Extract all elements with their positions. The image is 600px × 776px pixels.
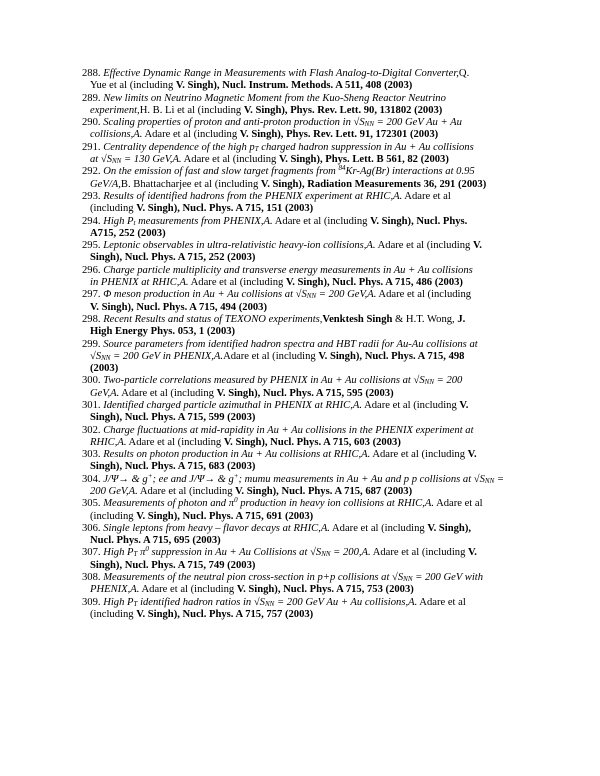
reference-text: J/Ψ→ & g <box>103 473 148 485</box>
reference-text: Adare et al (including <box>119 387 217 399</box>
reference-text: experiment, <box>90 104 140 116</box>
reference-text: = 200 <box>434 375 463 387</box>
reference-item <box>82 314 568 338</box>
reference-number: 290. <box>82 117 101 129</box>
reference-text: charged hadron suppression in Au + Au collisions <box>258 141 474 153</box>
reference-line <box>82 363 568 375</box>
reference-text: π <box>140 547 146 559</box>
reference-text: 200 GeV,A. <box>90 485 138 497</box>
reference-text: PHENIX,A. <box>90 584 140 596</box>
reference-text: Adare et al (including <box>370 449 468 461</box>
reference-line <box>82 277 568 289</box>
reference-line <box>82 179 568 191</box>
reference-item <box>82 289 568 313</box>
reference-number: 302. <box>82 424 101 436</box>
reference-line <box>82 425 568 437</box>
reference-text: + <box>233 471 239 480</box>
reference-text: √S <box>413 375 425 387</box>
reference-text: Results of identified hadrons from the PHENIX experiment at RHIC,A. <box>103 190 403 202</box>
reference-line <box>82 191 568 203</box>
reference-text: Adare et al (including <box>126 436 224 448</box>
reference-line <box>82 609 568 621</box>
reference-text: Yue et al (including <box>90 80 176 92</box>
reference-text: Kr-Ag(Br) interactions at 0.95 <box>345 166 475 178</box>
reference-line <box>82 265 568 277</box>
reference-line <box>82 289 568 301</box>
reference-text: Singh), Nucl. Phys. A 715, 252 (2003) <box>90 252 256 264</box>
reference-text: V. <box>467 449 477 461</box>
reference-line <box>82 486 568 498</box>
reference-text: NN <box>484 476 495 485</box>
reference-text: Leptonic observables in ultra-relativistic heavy-ion collisions,A. <box>103 240 376 252</box>
reference-line <box>82 498 568 510</box>
reference-line <box>82 166 568 178</box>
reference-text: π <box>228 498 235 510</box>
reference-number: 288. <box>82 68 101 79</box>
reference-text: Charge fluctuations at mid-rapidity in Au + Au collisions in the PHENIX experiment at <box>103 424 474 436</box>
reference-text: V. Singh), Nucl. Phys. A 715, 753 (2003) <box>236 584 414 596</box>
reference-text: NN <box>101 353 111 362</box>
reference-item <box>82 339 568 376</box>
reference-text: V. <box>468 547 477 559</box>
reference-text: High Energy Phys. 053, 1 (2003) <box>90 326 236 338</box>
reference-number: 298. <box>82 313 101 325</box>
reference-text: Adare et al (including <box>329 522 428 534</box>
reference-text: Effective Dynamic Range in Measurements with Flash Analog-to-Digital Converter, <box>103 68 459 79</box>
reference-text: NN <box>403 575 413 584</box>
reference-text: Singh), Nucl. Phys. A 715, 749 (2003) <box>90 559 256 571</box>
reference-number: 300. <box>82 375 101 387</box>
reference-text: V. Singh), Nucl. Phys. A 715, 595 (2003) <box>216 387 394 399</box>
reference-text: in PHENIX at RHIC,A. <box>90 276 189 288</box>
reference-text: Adare et al (including <box>139 584 237 596</box>
reference-number: 308. <box>82 572 101 584</box>
reference-text: suppression in Au + Au Collisions at <box>148 547 311 559</box>
reference-line <box>82 375 568 387</box>
reference-text: NN <box>112 156 122 165</box>
reference-text: Scaling properties of proton and anti-proton production in <box>103 117 354 129</box>
reference-line <box>82 80 568 92</box>
reference-line <box>82 142 568 154</box>
reference-item <box>82 216 568 240</box>
reference-number: 306. <box>82 522 101 534</box>
reference-text: Nucl. Phys. A 715, 695 (2003) <box>90 535 221 547</box>
reference-text: V. Singh), <box>427 522 472 534</box>
reference-text: B. Bhattacharjee et al (including <box>120 178 261 190</box>
reference-text: V. <box>459 399 469 411</box>
reference-item <box>82 240 568 264</box>
reference-item <box>82 68 568 92</box>
reference-line <box>82 572 568 584</box>
reference-line <box>82 129 568 141</box>
reference-text: = 200 GeV in PHENIX,A. <box>110 350 224 362</box>
reference-text: collisions,A. <box>90 129 143 141</box>
reference-line <box>82 252 568 264</box>
reference-number: 296. <box>82 264 101 276</box>
reference-text: √S <box>295 289 307 301</box>
reference-text: H. B. Li et al (including <box>139 104 244 116</box>
reference-text: V. <box>472 240 482 252</box>
reference-text: V. Singh), Nucl. Phys. A 715, 494 (2003) <box>90 301 267 313</box>
reference-item <box>82 93 568 117</box>
reference-text: + <box>147 471 153 480</box>
reference-text: Single leptons from heavy – flavor decays at RHIC,A. <box>103 522 330 534</box>
reference-item <box>82 265 568 289</box>
reference-text: = 200 GeV,A. <box>316 289 377 301</box>
reference-line <box>82 400 568 412</box>
reference-item <box>82 400 568 424</box>
reference-text: √S <box>100 153 113 165</box>
reference-text: NN <box>306 292 317 301</box>
reference-text: GeV/A, <box>90 178 121 190</box>
reference-number: 307. <box>82 547 101 559</box>
reference-text: √S <box>253 596 265 608</box>
reference-text: New limits on Neutrino Magnetic Moment from the Kuo-Sheng Reactor Neutrino <box>103 92 446 104</box>
reference-item <box>82 166 568 190</box>
reference-item <box>82 117 568 141</box>
reference-text: Singh), Nucl. Phys. A 715, 599 (2003) <box>90 412 256 424</box>
reference-item <box>82 375 568 399</box>
reference-number: 303. <box>82 449 101 461</box>
reference-text: Adare et al (including <box>188 276 286 288</box>
reference-text: High P <box>103 547 134 559</box>
reference-item <box>82 547 568 571</box>
reference-text: Adare et al (including <box>272 215 371 227</box>
reference-text: Adare et al (including <box>370 547 469 559</box>
reference-line <box>82 597 568 609</box>
reference-text: √S <box>353 117 365 129</box>
reference-number: 304. <box>82 473 101 485</box>
reference-line <box>82 523 568 535</box>
reference-line <box>82 154 568 166</box>
reference-text: Source parameters from identified hadron spectra and HBT radii for Au-Au collisions at <box>103 338 478 350</box>
reference-text: Adare et al (including <box>181 153 279 165</box>
reference-text: 84 <box>338 164 346 173</box>
reference-item <box>82 498 568 522</box>
reference-text: V. Singh), Nucl. Phys. A 715, 757 (2003) <box>136 608 314 620</box>
reference-number: 294. <box>82 215 101 227</box>
reference-text: Singh), Nucl. Phys. A 715, 683 (2003) <box>90 461 256 473</box>
reference-item <box>82 572 568 596</box>
reference-text: √S <box>310 547 322 559</box>
reference-text: identified hadron ratios in <box>137 596 254 608</box>
reference-text: Adare et al (including <box>137 485 236 497</box>
reference-text: V. Singh), Nucl. Phys. A 715, 691 (2003) <box>136 510 314 522</box>
reference-text: V. Singh), Phys. Lett. B 561, 82 (2003) <box>278 153 449 165</box>
reference-text: V. Singh), Nucl. Phys. A 715, 498 <box>318 350 465 362</box>
reference-list <box>82 68 568 621</box>
reference-item <box>82 523 568 547</box>
reference-text: = 200,A. <box>330 547 371 559</box>
reference-number: 297. <box>82 289 101 301</box>
reference-line <box>82 412 568 424</box>
reference-text: & H.T. Wong, <box>392 313 458 325</box>
reference-line <box>82 339 568 351</box>
reference-text: V. Singh), Radiation Measurements 36, 291 (2003) <box>260 178 487 190</box>
reference-text: V. Singh), Nucl. Phys. A 715, 603 (2003) <box>223 436 401 448</box>
reference-text: = <box>494 473 505 485</box>
reference-text: Adare et al <box>402 190 451 202</box>
reference-line <box>82 314 568 326</box>
reference-text: T <box>133 550 138 559</box>
reference-text: J. <box>457 313 466 325</box>
reference-text: Adare et al (including <box>376 289 472 301</box>
reference-text: Measurements of the neutral pion cross-section in p+p collisions at <box>103 572 393 584</box>
reference-number: 291. <box>82 141 101 153</box>
reference-text: V. Singh), Nucl. Instrum. Methods. A 511, 408 (2003) <box>175 80 413 92</box>
reference-text: Q. <box>458 68 470 79</box>
reference-number: 293. <box>82 190 101 202</box>
reference-text: V. Singh), Phys. Rev. Lett. 90, 131802 (2003) <box>243 104 443 116</box>
reference-line <box>82 240 568 252</box>
reference-text: production in heavy ion collisions at RHIC,A. <box>237 498 435 510</box>
reference-text: NN <box>424 378 434 387</box>
reference-text: (including <box>90 203 137 215</box>
reference-item <box>82 449 568 473</box>
reference-item <box>82 425 568 449</box>
reference-line <box>82 388 568 400</box>
reference-text: ; mumu measurements in Au + Au and p p collisions at <box>238 473 474 485</box>
reference-text: Two-particle correlations measured by PHENIX in Au + Au collisions at <box>103 375 414 387</box>
reference-line <box>82 437 568 449</box>
reference-text: Adare et al <box>434 498 483 510</box>
reference-item <box>82 597 568 621</box>
reference-text: 0 <box>234 496 238 505</box>
reference-text: NN <box>364 120 374 129</box>
reference-text: V. Singh), Nucl. Phys. <box>370 215 468 227</box>
reference-number: 309. <box>82 596 101 608</box>
reference-number: 289. <box>82 92 101 104</box>
reference-text: V. Singh), Nucl. Phys. A 715, 151 (2003) <box>136 203 314 215</box>
reference-number: 305. <box>82 498 101 510</box>
reference-text: √S <box>392 572 404 584</box>
reference-text: at <box>90 153 101 165</box>
reference-text: Identified charged particle azimuthal in PHENIX at RHIC,A. <box>103 399 363 411</box>
reference-line <box>82 461 568 473</box>
reference-text: (2003) <box>90 362 119 374</box>
reference-text: NN <box>321 550 331 559</box>
reference-text: Adare et al (including <box>223 350 319 362</box>
reference-line <box>82 216 568 228</box>
reference-line <box>82 535 568 547</box>
reference-text: V. Singh), Nucl. Phys. A 715, 687 (2003) <box>235 485 413 497</box>
reference-text: Recent Results and status of TEXONO experiments, <box>103 313 323 325</box>
reference-text: On the emission of fast and slow target fragments from <box>103 166 339 178</box>
reference-line <box>82 105 568 117</box>
reference-text: V. Singh), Nucl. Phys. A 715, 486 (2003) <box>285 276 463 288</box>
reference-text: Centrality dependence of the high p <box>103 141 255 153</box>
reference-line <box>82 117 568 129</box>
reference-text: = 200 GeV Au + Au <box>374 117 462 129</box>
reference-text: High P <box>103 215 134 227</box>
reference-line <box>82 203 568 215</box>
reference-line <box>82 511 568 523</box>
reference-text: √S <box>473 473 485 485</box>
reference-text: NN <box>264 599 275 608</box>
reference-text: Φ meson production in Au + Au collisions at <box>103 289 296 301</box>
reference-line <box>82 547 568 559</box>
reference-text: Charge particle multiplicity and transverse energy measurements in Au + Au collisions <box>103 264 473 276</box>
reference-text: = 130 GeV,A. <box>121 153 182 165</box>
reference-number: 301. <box>82 399 101 411</box>
reference-text: = 200 GeV Au + Au collisions,A. <box>274 596 418 608</box>
reference-text: 0 <box>145 545 149 554</box>
reference-text: (including <box>90 608 137 620</box>
reference-line <box>82 326 568 338</box>
reference-line <box>82 68 568 80</box>
reference-text: V. Singh), Phys. Rev. Lett. 91, 172301 (2003) <box>239 129 439 141</box>
reference-text: Venktesh Singh <box>322 313 393 325</box>
reference-line <box>82 93 568 105</box>
reference-item <box>82 142 568 166</box>
reference-line <box>82 302 568 314</box>
reference-line <box>82 449 568 461</box>
reference-text: measurements from PHENIX,A. <box>135 215 273 227</box>
reference-text: t <box>133 218 136 227</box>
reference-text: High P <box>103 596 134 608</box>
reference-text: T <box>254 144 259 153</box>
reference-item <box>82 471 568 498</box>
reference-line <box>82 351 568 363</box>
reference-line <box>82 228 568 240</box>
reference-item <box>82 191 568 215</box>
reference-text: T <box>133 599 138 608</box>
reference-line <box>82 584 568 596</box>
reference-number: 292. <box>82 166 101 178</box>
reference-text: √S <box>90 350 102 362</box>
reference-text: ; ee and J/Ψ→ & g <box>152 473 234 485</box>
reference-text: Adare et al <box>417 596 466 608</box>
reference-line <box>82 471 568 486</box>
reference-text: RHIC,A. <box>90 436 127 448</box>
reference-number: 295. <box>82 240 101 252</box>
reference-text: Measurements of photon and <box>103 498 229 510</box>
reference-text: (including <box>90 510 137 522</box>
reference-text: Adare et al (including <box>142 129 240 141</box>
reference-text: GeV,A. <box>90 387 120 399</box>
reference-line <box>82 560 568 572</box>
reference-text: Adare et al (including <box>362 399 460 411</box>
reference-number: 299. <box>82 338 101 350</box>
reference-text: = 200 GeV with <box>412 572 484 584</box>
reference-text: Results on photon production in Au + Au collisions at RHIC,A. <box>103 449 371 461</box>
reference-text: Adare et al (including <box>375 240 473 252</box>
reference-text: A715, 252 (2003) <box>90 227 166 239</box>
